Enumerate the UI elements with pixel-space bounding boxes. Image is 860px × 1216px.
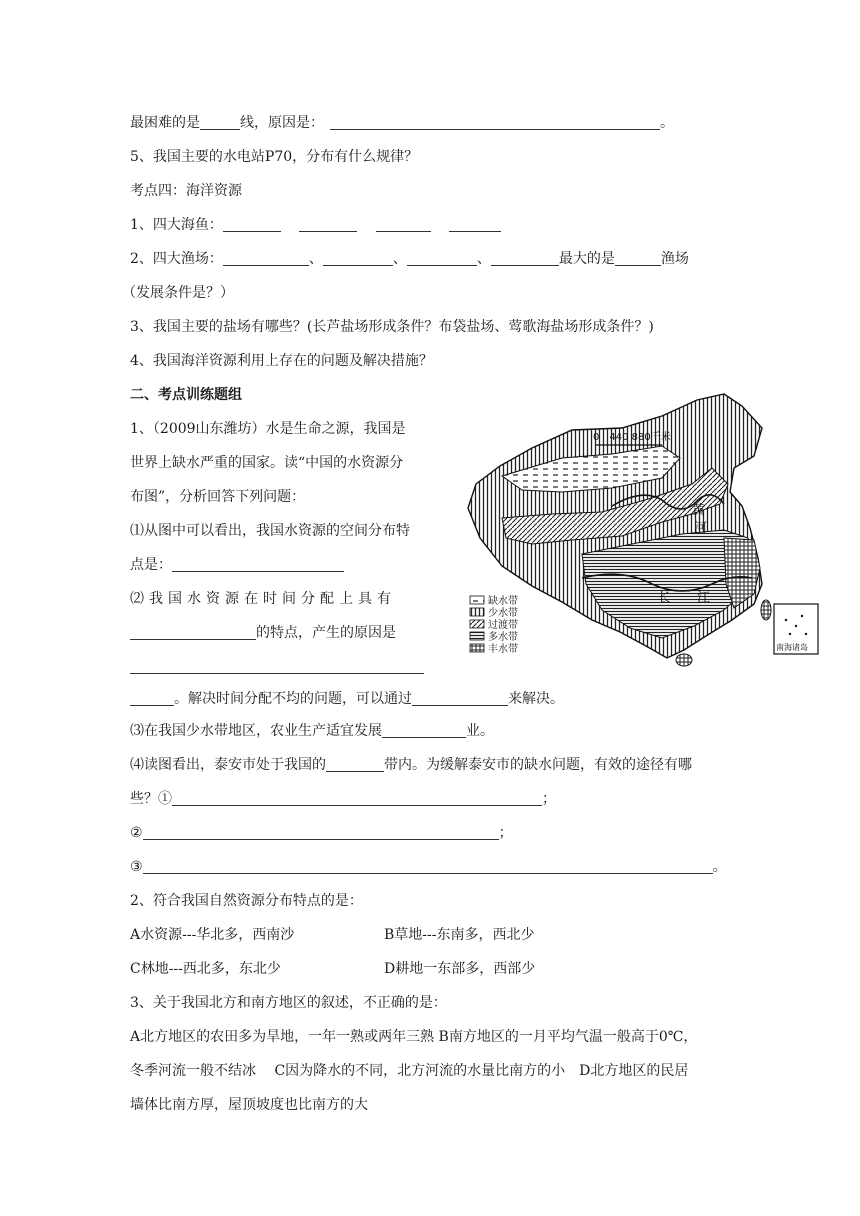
blank[interactable] xyxy=(172,557,344,572)
q2-stem: 2、符合我国自然资源分布特点的是： xyxy=(130,893,363,909)
q1-line-f: ⑵我国水资源在时间分配上具有 xyxy=(130,591,396,607)
q1-line-k: 些？① ； xyxy=(130,791,556,807)
scale-label: 0 440 880千米 xyxy=(593,432,671,443)
blank[interactable] xyxy=(130,625,256,640)
legend-swatch-low xyxy=(470,608,484,616)
blank[interactable] xyxy=(412,691,508,706)
line-ocean-issue: 4、我国海洋资源利用上存在的问题及解决措施？ xyxy=(130,353,433,369)
line-condition: （发展条件是？） xyxy=(122,285,234,301)
legend-swatch-dry xyxy=(470,596,484,604)
legend-swatch-transition xyxy=(470,620,484,628)
q1-line-e: 点是： xyxy=(130,555,344,575)
blank[interactable] xyxy=(407,251,477,266)
line-2: 5、我国主要的水电站P70，分布有什么规律？ xyxy=(130,149,419,165)
blank[interactable] xyxy=(449,217,501,232)
river-label-yellow-2: 河 xyxy=(694,521,708,536)
q1-line-g2 xyxy=(130,657,424,677)
river-label-yellow: 黄 xyxy=(692,503,706,518)
blank[interactable] xyxy=(223,217,281,232)
legend-label-low: 少水带 xyxy=(488,608,518,619)
legend-label-transition: 过渡带 xyxy=(488,620,518,631)
q2-option-d[interactable]: D耕地一东部多，西部少 xyxy=(384,961,536,977)
blank[interactable] xyxy=(323,251,393,266)
q3-line-b: 冬季河流一般不结冰 C因为降水的不同，北方河流的水量比南方的小 D北方地区的民居 xyxy=(130,1063,689,1079)
blank[interactable] xyxy=(172,791,542,806)
blank[interactable] xyxy=(223,251,309,266)
q1-line-a: 1、（2009山东潍坊）水是生命之源，我国是 xyxy=(130,421,406,437)
section-heading-4: 考点四：海洋资源 xyxy=(130,183,242,199)
legend-swatch-wet xyxy=(470,632,484,640)
q1-line-i: ⑶在我国少水带地区，农业生产适宜发展 业。 xyxy=(130,723,494,739)
q2-option-a[interactable]: A水资源---华北多，西南沙 xyxy=(130,927,295,943)
q2-option-b[interactable]: B草地---东南多，西北少 xyxy=(384,927,535,943)
river-label-yangtze: 长 江 xyxy=(658,591,711,606)
blank[interactable] xyxy=(143,859,713,874)
china-water-resources-map xyxy=(462,388,855,670)
q3-line-a: A北方地区的农田多为旱地，一年一熟或两年三熟 B南方地区的一月平均气温一般高于0℃， xyxy=(130,1029,698,1045)
q1-line-m: ③ 。 xyxy=(130,859,727,875)
blank[interactable] xyxy=(200,115,240,130)
blank[interactable] xyxy=(130,691,174,706)
q1-line-l: ② ； xyxy=(130,825,513,841)
map-legend xyxy=(470,594,518,655)
blank[interactable] xyxy=(382,723,466,738)
q1-line-b: 世界上缺水严重的国家。读“中国的水资源分 xyxy=(130,455,404,471)
legend-swatch-abundant xyxy=(470,644,484,652)
blank[interactable] xyxy=(491,251,559,266)
q3-line-c: 墙体比南方厚，屋顶坡度也比南方的大 xyxy=(130,1097,368,1113)
blank[interactable] xyxy=(143,825,499,840)
blank[interactable] xyxy=(130,659,424,674)
inset-label: 南海诸岛 xyxy=(776,643,808,652)
blank[interactable] xyxy=(330,115,660,130)
legend-label-abundant: 丰水带 xyxy=(488,644,518,655)
legend-label-dry: 缺水带 xyxy=(488,596,518,607)
blank[interactable] xyxy=(615,251,661,266)
hainan-island xyxy=(676,654,692,666)
q3-stem: 3、关于我国北方和南方地区的叙述，不正确的是： xyxy=(130,995,447,1011)
line-fishery: 2、四大渔场： 、 、 、 最大的是 渔场 xyxy=(130,251,689,267)
q1-line-h: 。解决时间分配不均的问题，可以通过 来解决。 xyxy=(130,689,564,709)
section-heading-2: 二、考点训练题组 xyxy=(130,387,242,403)
line-fish: 1、四大海鱼： xyxy=(130,215,501,235)
q1-line-c: 布图”，分析回答下列问题： xyxy=(130,489,306,505)
line-salt: 3、我国主要的盐场有哪些？(长芦盐场形成条件？布袋盐场、莺歌海盐场形成条件？) xyxy=(130,319,654,335)
blank[interactable] xyxy=(326,757,384,772)
q1-line-d: ⑴从图中可以看出，我国水资源的空间分布特 xyxy=(130,523,410,539)
blank[interactable] xyxy=(376,217,431,232)
q1-line-j: ⑷读图看出，泰安市处于我国的 带内。为缓解泰安市的缺水问题，有效的途径有哪 xyxy=(130,757,692,773)
line-1: 最困难的是 线，原因是： 。 xyxy=(130,115,674,131)
taiwan-island xyxy=(761,600,771,620)
legend-label-wet: 多水带 xyxy=(488,632,518,643)
q2-option-c[interactable]: C林地---西北多，东北少 xyxy=(130,961,281,977)
q1-line-g: 的特点，产生的原因是 xyxy=(130,623,396,643)
blank[interactable] xyxy=(299,217,357,232)
